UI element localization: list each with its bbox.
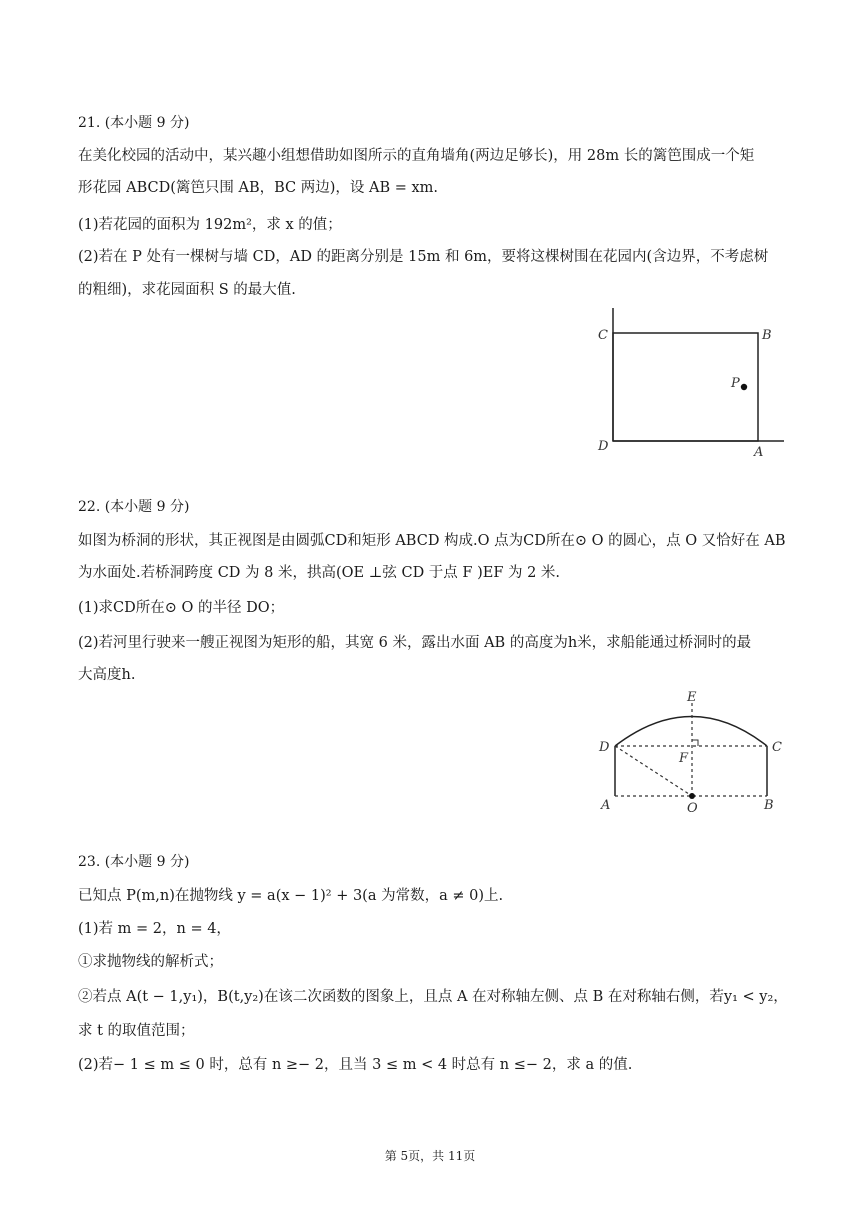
q23-heading: 23. (本小题 9 分) (78, 854, 190, 870)
arc-cd (615, 717, 767, 747)
q22-part2: (2)若河里行驶来一艘正视图为矩形的船，其宽 6 米，露出水面 AB 的高度为h米，求船能通过桥洞时的最 (78, 635, 752, 651)
label-f: F (679, 751, 689, 766)
q23-part2: (2)若− 1 ≤ m ≤ 0 时，总有 n ≥− 2，且当 3 ≤ m < 4 时总有 n ≤− 2，求 a 的值. (78, 1057, 633, 1073)
label-c: C (772, 740, 782, 755)
q21-text-line: 形花园 ABCD(篱笆只围 AB，BC 两边)，设 AB = xm. (78, 180, 439, 196)
label-p: P (731, 376, 740, 391)
q22-text-line: 为水面处.若桥洞跨度 CD 为 8 米，拱高(OE ⊥弦 CD 于点 F )EF 为 2 米. (78, 565, 561, 581)
q21-rectangle-figure (592, 305, 792, 465)
q23-text-line: 已知点 P(m,n)在抛物线 y = a(x − 1)² + 3(a 为常数，a ≠ 0)上. (78, 888, 504, 904)
q22-heading: 22. (本小题 9 分) (78, 499, 190, 515)
q21-text-line: 在美化校园的活动中，某兴趣小组想借助如图所示的直角墙角(两边足够长)，用 28m 长的篱笆围成一个矩 (78, 148, 755, 164)
q22-text-line: 大高度h. (78, 667, 136, 683)
q22-bridge-figure (595, 687, 795, 817)
label-d: D (599, 740, 610, 755)
q22-text-line: 如图为桥洞的形状，其正视图是由圆弧CD和矩形 ABCD 构成.O 点为CD所在⊙ O 的圆心，点 O 又恰好在 AB (78, 533, 786, 549)
label-a: A (754, 445, 764, 460)
right-angle-mark (692, 740, 698, 746)
center-o-point (689, 793, 695, 799)
label-c: C (598, 328, 608, 343)
label-o: O (687, 801, 698, 816)
q23-part1: (1)若 m = 2，n = 4， (78, 921, 231, 937)
label-e: E (687, 690, 697, 705)
q21-part1: (1)若花园的面积为 192m²，求 x 的值； (78, 217, 342, 233)
tree-point (741, 384, 747, 390)
label-b: B (762, 328, 772, 343)
q21-part2: (2)若在 P 处有一棵树与墙 CD，AD 的距离分别是 15m 和 6m，要将这棵树围在花园内(含边界，不考虑树 (78, 249, 769, 265)
q23-subpart2: ②若点 A(t − 1,y₁)，B(t,y₂)在该二次函数的图象上，且点 A 在对称轴左侧、点 B 在对称轴右侧，若y₁ < y₂， (78, 989, 788, 1005)
q21-heading: 21. (本小题 9 分) (78, 115, 190, 131)
q23-text-line: 求 t 的取值范围； (78, 1023, 195, 1039)
q23-subpart1: ①求抛物线的解析式； (78, 954, 223, 970)
label-a: A (601, 798, 611, 813)
page-footer: 第 5页，共 11页 (384, 1149, 476, 1163)
label-d: D (598, 439, 609, 454)
q22-part1: (1)求CD所在⊙ O 的半径 DO； (78, 600, 285, 616)
q21-text-line: 的粗细)，求花园面积 S 的最大值. (78, 282, 296, 298)
label-b: B (764, 798, 774, 813)
